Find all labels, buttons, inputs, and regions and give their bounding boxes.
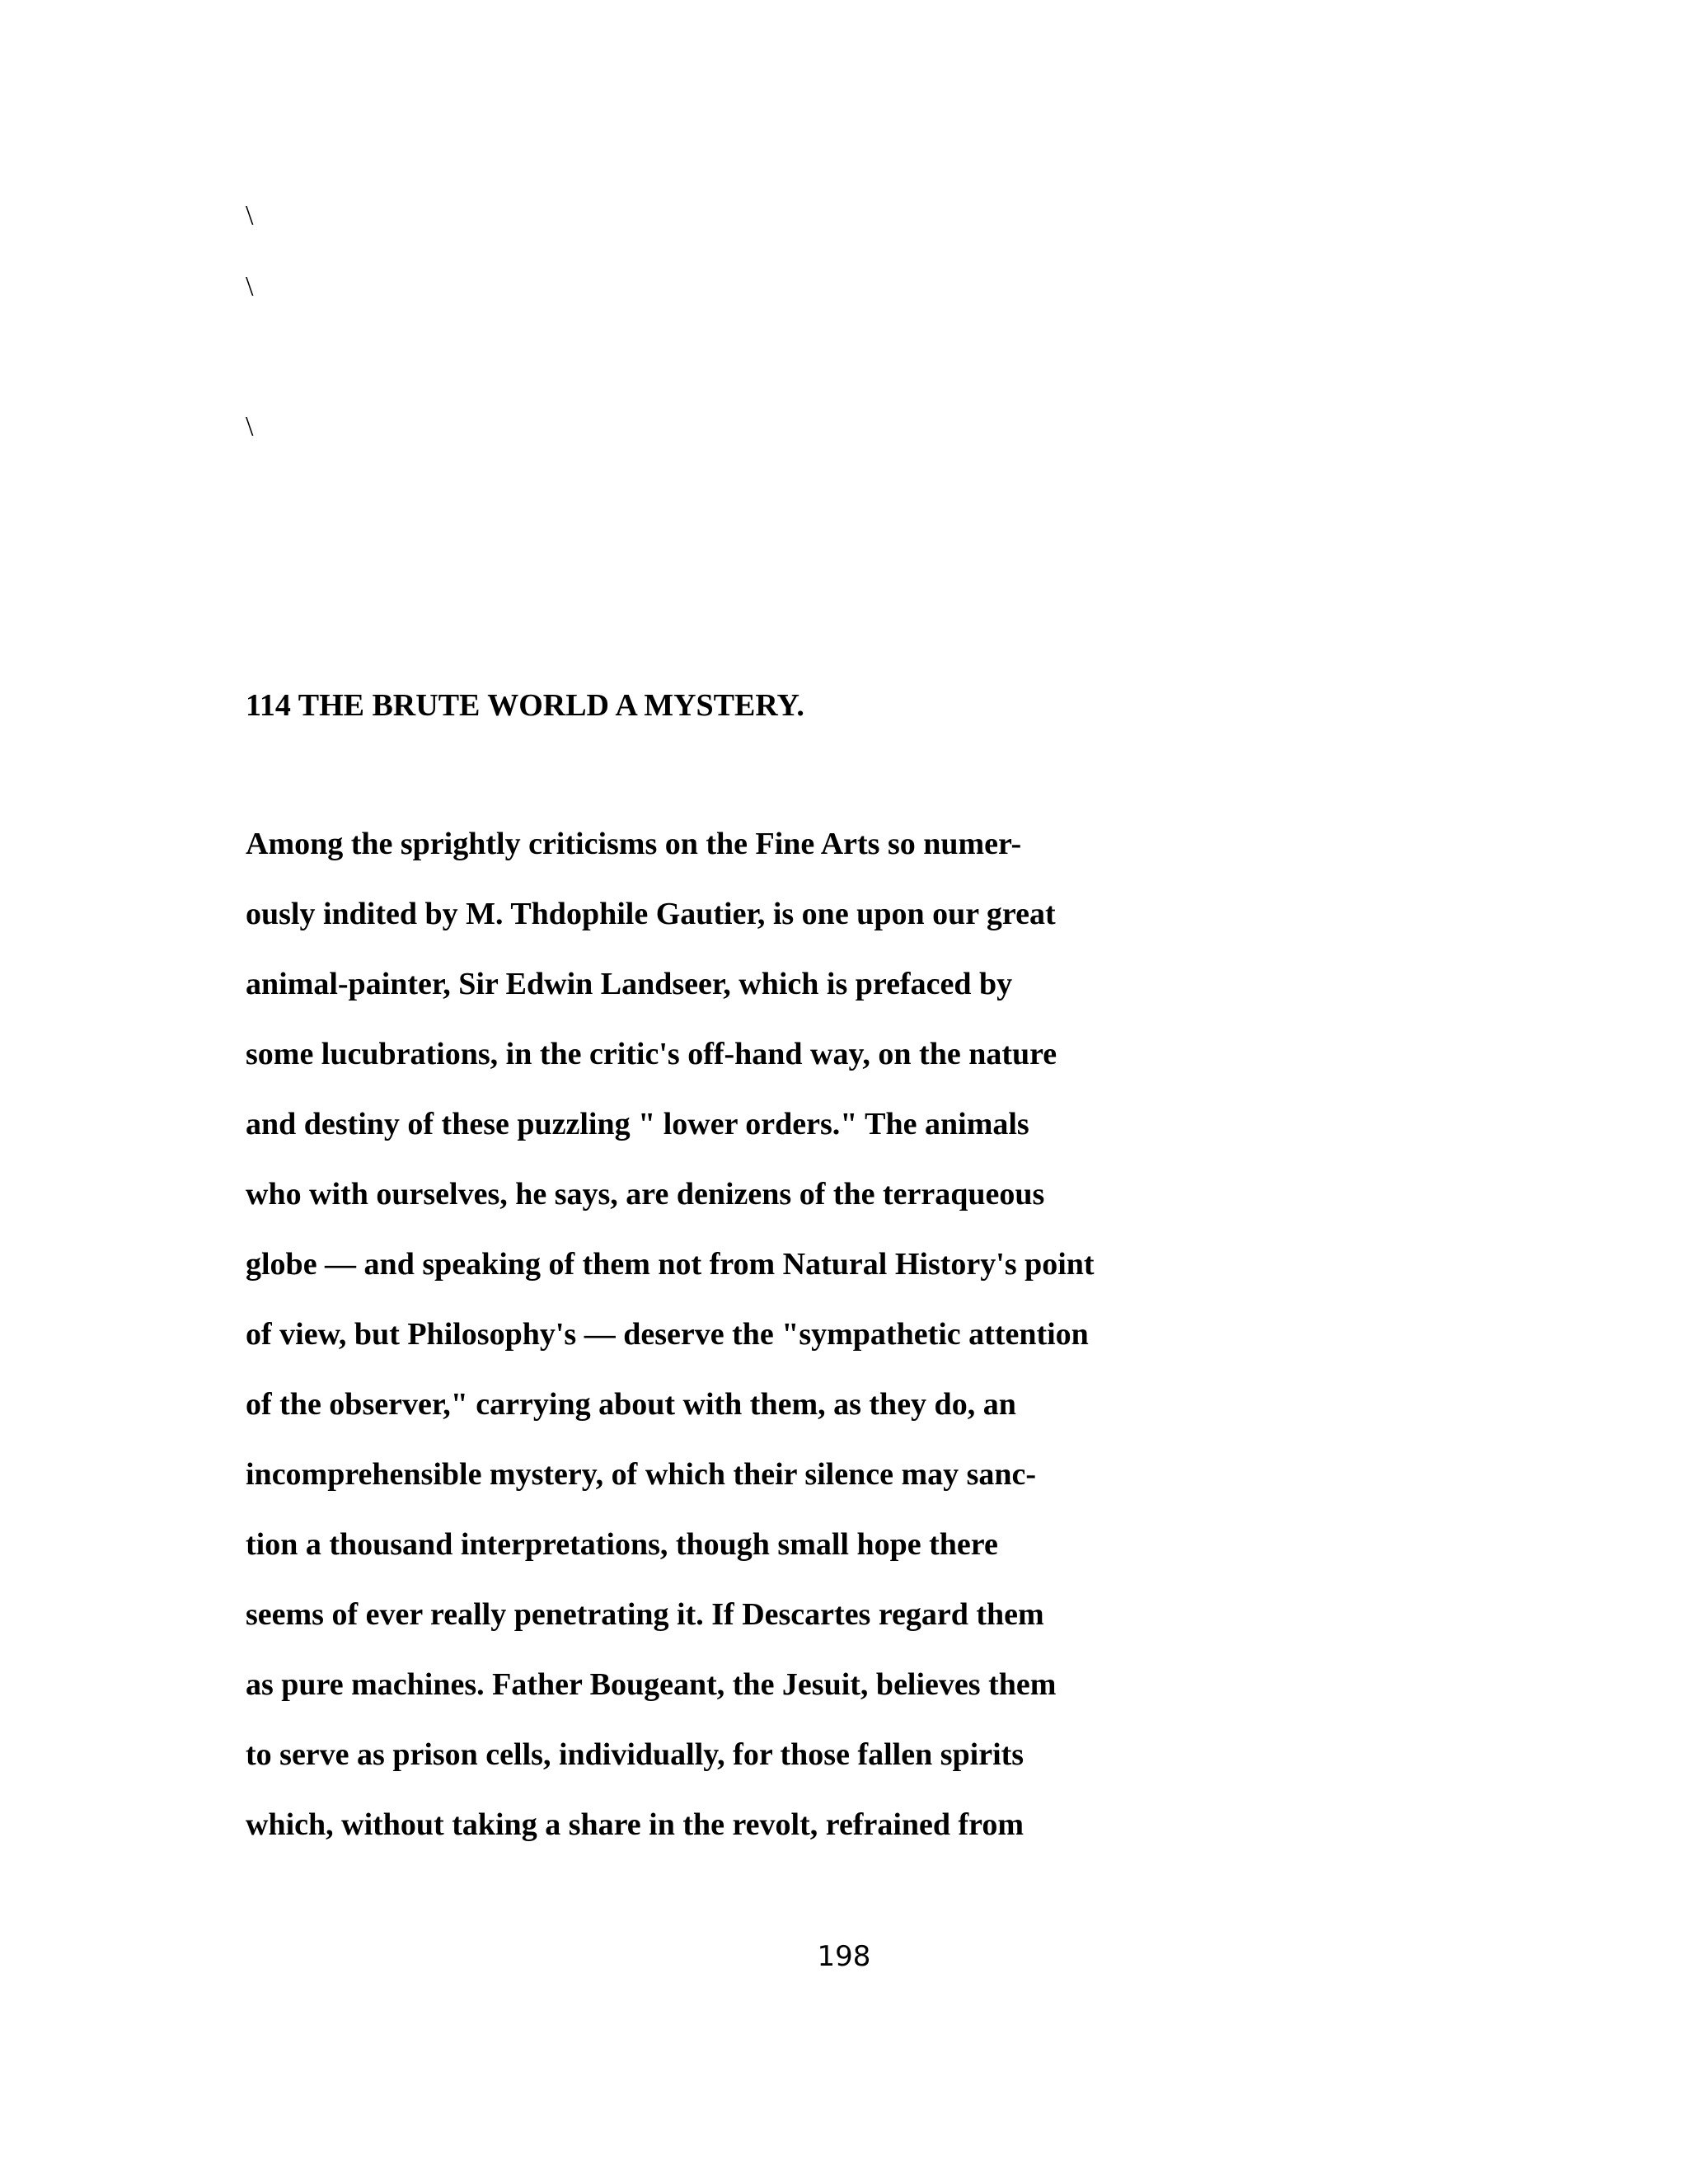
backslash-mark: \: [246, 271, 254, 302]
text-line: to serve as prison cells, individually, for those fallen spirits: [246, 1737, 1025, 1772]
backslash-mark: \: [246, 200, 254, 231]
backslash-mark: \: [246, 411, 254, 442]
text-line: and destiny of these puzzling " lower orders." The animals: [246, 1107, 1029, 1141]
text-line: who with ourselves, he says, are denizens of the terraqueous: [246, 1177, 1045, 1212]
text-line: of view, but Philosophy's — deserve the "sympathetic attention: [246, 1317, 1089, 1352]
body-paragraph: [246, 824, 1235, 1875]
text-line: ously indited by M. Thdophile Gautier, is one upon our great: [246, 897, 1056, 931]
page-number: 198: [817, 1940, 871, 1973]
text-line: tion a thousand interpretations, though small hope there: [246, 1527, 998, 1562]
text-line: incomprehensible mystery, of which their silence may sanc-: [246, 1457, 1037, 1492]
text-line: some lucubrations, in the critic's off-hand way, on the nature: [246, 1037, 1057, 1071]
text-line: which, without taking a share in the revolt, refrained from: [246, 1807, 1025, 1842]
text-line: animal-painter, Sir Edwin Landseer, which is prefaced by: [246, 967, 1013, 1001]
text-line: Among the sprightly criticisms on the Fine Arts so numer-: [246, 827, 1022, 861]
section-heading: 114 THE BRUTE WORLD A MYSTERY.: [246, 688, 804, 723]
text-line: seems of ever really penetrating it. If Descartes regard them: [246, 1597, 1044, 1632]
text-line: globe — and speaking of them not from Natural History's point: [246, 1247, 1095, 1282]
text-line: as pure machines. Father Bougeant, the Jesuit, believes them: [246, 1667, 1057, 1702]
text-line: of the observer," carrying about with them, as they do, an: [246, 1387, 1016, 1422]
